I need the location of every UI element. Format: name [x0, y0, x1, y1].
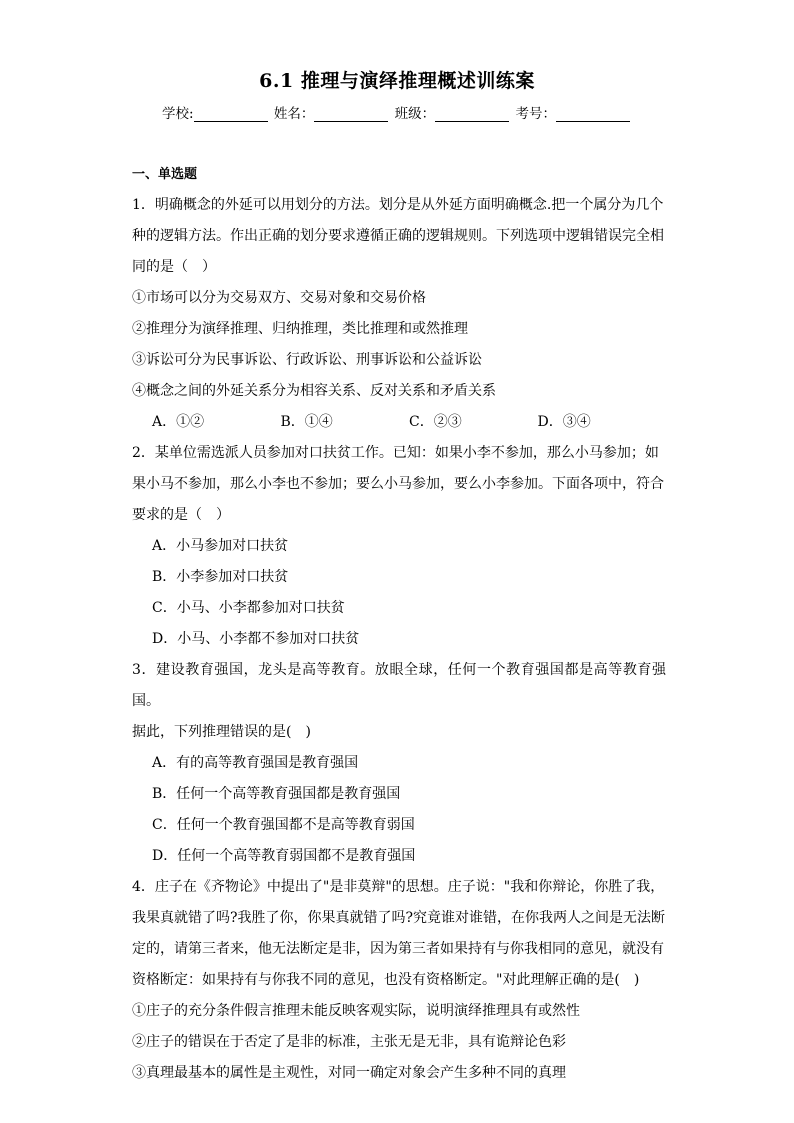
q3-option-b[interactable]: B．任何一个高等教育强国都是教育强国 [152, 786, 401, 802]
q4-stem-line-4: 资格断定：如果持有与你我不同的意见，也没有资格断定。"对此理解正确的是( ) [132, 972, 640, 988]
q3-option-a[interactable]: A．有的高等教育强国是教育强国 [152, 755, 359, 771]
q2-option-b[interactable]: B．小李参加对口扶贫 [152, 569, 289, 585]
q4-statement-2: ②庄子的错误在于否定了是非的标准，主张无是无非，具有诡辩论色彩 [132, 1034, 566, 1050]
q2-stem-line-1: 2．某单位需选派人员参加对口扶贫工作。已知：如果小李不参加，那么小马参加；如 [132, 445, 659, 461]
q4-stem-line-1: 4．庄子在《齐物论》中提出了"是非莫辩"的思想。庄子说："我和你辩论，你胜了我， [132, 879, 665, 895]
q4-statement-1: ①庄子的充分条件假言推理未能反映客观实际，说明演绎推理具有或然性 [132, 1003, 580, 1019]
q2-stem-line-3: 要求的是（ ） [132, 507, 230, 523]
question-content [132, 162, 666, 1089]
q1-option-a[interactable]: A．①② [152, 414, 205, 430]
q3-stem-line-1: 3．建设教育强国，龙头是高等教育。放眼全球，任何一个教育强国都是高等教育强国。 [132, 662, 666, 709]
q3-option-d[interactable]: D．任何一个高等教育弱国都不是教育强国 [152, 848, 416, 864]
q2-option-a[interactable]: A．小马参加对口扶贫 [152, 538, 289, 554]
class-label: 班级： [394, 106, 436, 122]
q2-stem-line-2: 果小马不参加，那么小李也不参加；要么小马参加，要么小李参加。下面各项中，符合 [132, 476, 664, 492]
q4-statement-3: ③真理最基本的属性是主观性，对同一确定对象会产生多种不同的真理 [132, 1065, 566, 1081]
school-label: 学校: [162, 106, 194, 122]
q1-option-d[interactable]: D．③④ [537, 414, 591, 430]
exam-number-label: 考号： [515, 106, 556, 122]
student-info-line [0, 102, 794, 122]
section-heading: 一、单选题 [132, 167, 198, 182]
q1-stem-line-1: 1．明确概念的外延可以用划分的方法。划分是从外延方面明确概念.把一个属分为几个 [132, 197, 664, 213]
q3-stem-line-2: 据此，下列推理错误的是( ) [132, 724, 311, 740]
name-blank [314, 107, 388, 122]
name-label: 姓名： [273, 106, 315, 122]
q3-option-c[interactable]: C．任何一个教育强国都不是高等教育弱国 [152, 817, 415, 833]
q2-option-c[interactable]: C．小马、小李都参加对口扶贫 [152, 600, 345, 616]
school-blank [194, 107, 268, 122]
page-title: 6.1 推理与演绎推理概述训练案 [259, 70, 535, 92]
q1-statement-1: ①市场可以分为交易双方、交易对象和交易价格 [132, 290, 426, 306]
exam-number-blank [556, 107, 630, 122]
q1-statement-3: ③诉讼可分为民事诉讼、行政诉讼、刑事诉讼和公益诉讼 [132, 352, 482, 368]
q2-option-d[interactable]: D．小马、小李都不参加对口扶贫 [152, 631, 360, 647]
q4-stem-line-3: 定的，请第三者来，他无法断定是非，因为第三者如果持有与你我相同的意见，就没有 [132, 941, 664, 957]
q1-option-b[interactable]: B．①④ [280, 414, 333, 430]
q1-stem-line-2: 种的逻辑方法。作出正确的划分要求遵循正确的逻辑规则。下列选项中逻辑错误完全相 [132, 228, 664, 244]
q1-statement-4: ④概念之间的外延关系分为相容关系、反对关系和矛盾关系 [132, 383, 496, 399]
q4-stem-line-2: 我果真就错了吗?我胜了你，你果真就错了吗?究竟谁对谁错，在你我两人之间是无法断 [132, 910, 666, 926]
q1-statement-2: ②推理分为演绎推理、归纳推理，类比推理和或然推理 [132, 321, 468, 337]
q1-options [132, 407, 666, 438]
q1-option-c[interactable]: C．②③ [409, 414, 462, 430]
q1-stem-line-3: 同的是（ ） [132, 259, 216, 275]
class-blank [435, 107, 509, 122]
